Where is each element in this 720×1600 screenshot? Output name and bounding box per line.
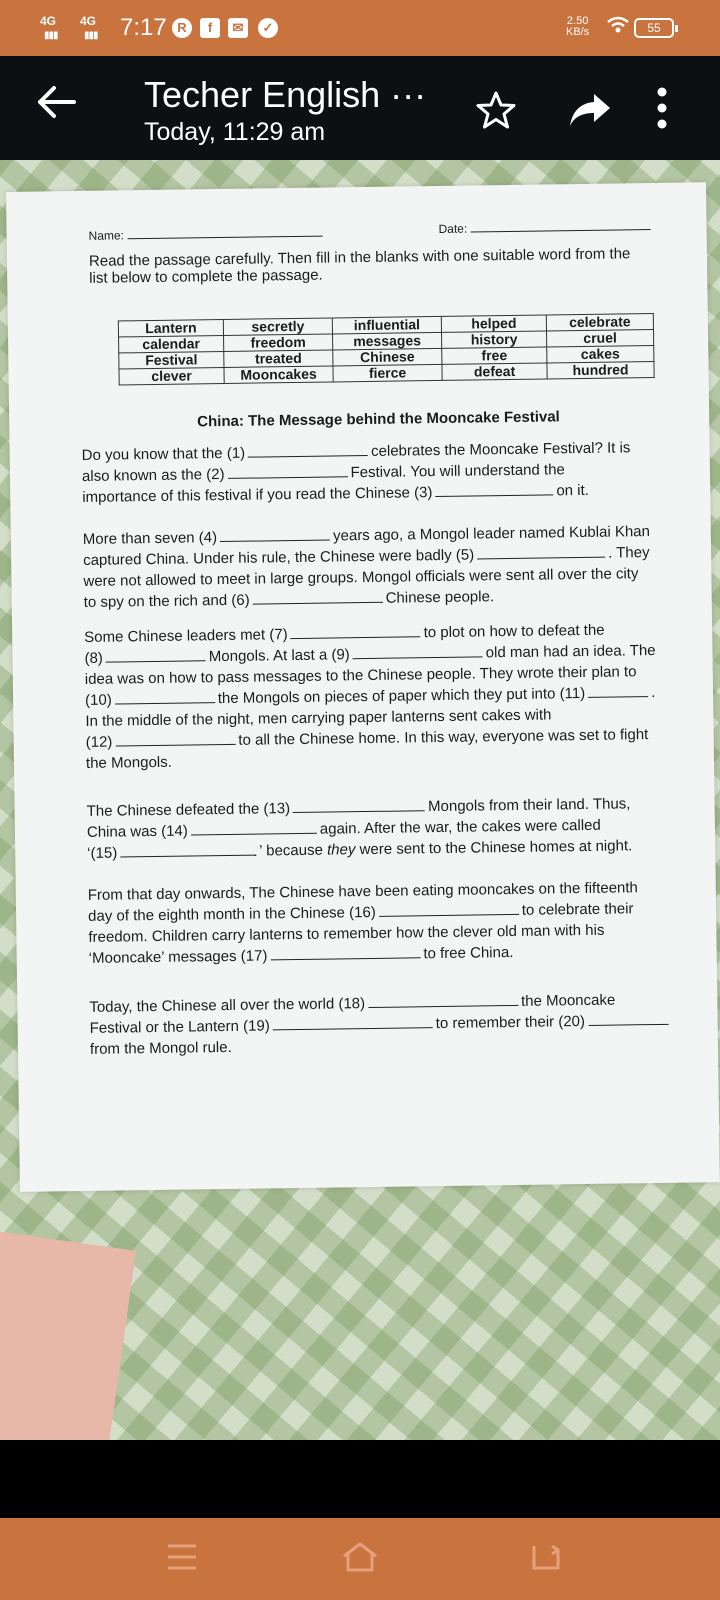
passage-line — [87, 837, 632, 862]
passage-text: China was (14) — [86, 822, 188, 841]
answer-blank — [588, 684, 648, 698]
blank — [127, 224, 322, 240]
passage-text: to celebrate their — [521, 900, 634, 919]
word-cell: hundred — [547, 361, 654, 378]
passage-text: were not allowed to meet in large groups. Mongol officials were sent all over the city — [83, 565, 639, 590]
signal-icon: ▮▮▮ — [84, 30, 98, 41]
word-cell: fierce — [333, 364, 442, 382]
worksheet-photo[interactable] — [0, 160, 720, 1440]
mail-icon: ✉ — [228, 18, 248, 38]
passage-text: Chinese people. — [385, 588, 495, 607]
date-label: Date: — [438, 221, 468, 236]
word-cell: defeat — [442, 363, 547, 380]
word-cell: treated — [224, 350, 333, 368]
signal-icon: ▮▮▮ — [44, 30, 58, 41]
word-cell: Chinese — [333, 348, 442, 366]
passage-text: to free China. — [423, 943, 514, 963]
worksheet-paper — [6, 182, 720, 1192]
answer-blank — [115, 690, 215, 704]
passage-line — [85, 663, 637, 688]
word-cell: history — [442, 331, 547, 348]
network-type-1: 4G — [40, 14, 57, 28]
word-cell: cruel — [546, 329, 653, 346]
passage-line — [90, 1012, 669, 1037]
passage-text: Mongols. At last a (9) — [208, 646, 350, 666]
passage-line — [87, 817, 601, 841]
passage-text: were sent to the Chinese homes at night. — [355, 837, 633, 859]
answer-blank — [191, 821, 317, 836]
passage-text: celebrates the Mooncake Festival? It is — [370, 439, 631, 460]
passage-line — [88, 900, 634, 925]
answer-blank — [248, 443, 368, 458]
passage-text: ‘Mooncake’ messages (17) — [88, 947, 268, 967]
word-cell: freedom — [224, 334, 333, 352]
black-band — [0, 1440, 720, 1518]
passage-line — [89, 992, 615, 1016]
answer-blank — [270, 945, 420, 960]
passage-text: years ago, a Mongol leader named Kublai Khan — [332, 523, 651, 545]
passage-line — [87, 795, 631, 820]
passage-line — [89, 944, 514, 967]
passage-text: (10) — [84, 691, 112, 709]
back-arrow-icon[interactable] — [34, 80, 78, 124]
passage-text: to all the Chinese home. In this way, everyone was set to fight — [238, 726, 649, 749]
passage-text: importance of this festival if you read the Chinese (3) — [82, 484, 433, 506]
word-cell: messages — [333, 332, 442, 350]
passage-text: from the Mongol rule. — [89, 1038, 232, 1058]
blank — [470, 217, 650, 233]
passage-text: the Mooncake — [520, 991, 616, 1010]
passage-line — [85, 684, 655, 709]
passage-line — [88, 879, 638, 904]
word-cell: clever — [119, 367, 224, 384]
share-forward-icon[interactable] — [568, 92, 612, 128]
answer-blank — [115, 732, 235, 747]
wifi-icon — [607, 16, 629, 40]
answer-blank — [353, 644, 483, 659]
passage-text: ’ because — [259, 841, 328, 860]
answer-blank — [106, 648, 206, 662]
passage-text: the Mongols on pieces of paper which they put into (11) — [217, 684, 586, 708]
passage-title: China: The Message behind the Mooncake Festival — [197, 408, 560, 431]
passage-text: also known as the (2) — [81, 465, 225, 485]
name-line — [88, 224, 322, 243]
passage-text: to plot on how to defeat the — [423, 621, 605, 642]
answer-blank — [379, 902, 519, 917]
answer-blank — [227, 464, 347, 479]
passage-text: the Mongols. — [85, 753, 172, 772]
word-cell: cakes — [547, 345, 654, 362]
word-cell: free — [442, 347, 547, 364]
answer-blank — [368, 993, 518, 1008]
passage-line — [88, 922, 604, 946]
passage-text: on it. — [556, 481, 590, 500]
passage-text: day of the eighth month in the Chinese (16) — [88, 903, 376, 925]
date-line — [438, 217, 650, 236]
passage-text: Today, the Chinese all over the world (18) — [89, 995, 366, 1016]
answer-blank — [477, 545, 605, 560]
chat-title[interactable]: Techer English ··· — [144, 74, 427, 115]
passage-text: (8) — [84, 649, 103, 667]
word-cell: influential — [332, 316, 441, 334]
passage-text: Some Chinese leaders met (7) — [84, 626, 288, 646]
passage-text: idea was on how to pass messages to the Chinese people. They wrote their plan to — [84, 663, 637, 688]
answer-blank — [435, 482, 553, 497]
star-icon[interactable] — [476, 90, 516, 130]
clock: 7:17 — [120, 14, 167, 41]
passage-line — [86, 726, 649, 751]
passage-text: they — [326, 841, 356, 859]
network-speed — [566, 16, 589, 38]
answer-blank — [589, 1012, 669, 1026]
passage-line — [84, 622, 605, 646]
more-options-icon[interactable] — [656, 86, 668, 130]
word-cell: calendar — [119, 335, 224, 352]
word-cell: Lantern — [118, 319, 223, 336]
navigation-bar — [0, 1518, 720, 1600]
passage-text: . — [651, 683, 656, 702]
word-table — [118, 313, 655, 385]
instruction: Read the passage carefully. Then fill in the blanks with one suitable word from the — [88, 245, 631, 270]
passage-text: captured China. Under his rule, the Chinese were badly (5) — [83, 546, 475, 569]
passage-line — [90, 1039, 232, 1058]
answer-blank — [293, 798, 425, 813]
passage-text: freedom. Children carry lanterns to remember how the clever old man with his — [88, 921, 605, 946]
passage-line — [82, 482, 589, 506]
passage-text: old man had an idea. The — [485, 641, 656, 662]
passage-line — [85, 706, 551, 730]
passage-line — [86, 754, 172, 772]
menu-icon[interactable] — [162, 1540, 202, 1574]
timestamp: Today, 11:29 am — [144, 118, 326, 146]
status-bar — [0, 0, 720, 56]
passage-text: again. After the war, the cakes were called — [319, 816, 601, 838]
passage-line — [84, 588, 495, 611]
passage-text: In the middle of the night, men carrying paper lanterns sent cakes with — [85, 706, 552, 730]
network-speed-value: 2.50 — [566, 15, 589, 27]
passage-line — [83, 544, 650, 569]
passage-text: From that day onwards, The Chinese have been eating mooncakes on the fifteenth — [87, 879, 638, 904]
answer-blank — [253, 590, 383, 605]
passage-line — [82, 439, 631, 464]
name-label: Name: — [88, 228, 125, 243]
home-icon[interactable] — [340, 1540, 380, 1574]
passage-text: to spy on the rich and (6) — [83, 591, 250, 611]
passage-text: ‘(15) — [87, 844, 118, 862]
passage-text: Do you know that the (1) — [81, 444, 246, 464]
passage-text: Mongols from their land. Thus, — [427, 795, 631, 816]
answer-blank — [120, 843, 256, 858]
passage-text: The Chinese defeated the (13) — [86, 800, 291, 820]
passage-text: More than seven (4) — [82, 529, 218, 548]
passage-text: to remember their (20) — [435, 1012, 586, 1033]
back-nav-icon[interactable] — [526, 1540, 566, 1574]
word-cell: secretly — [223, 318, 332, 336]
word-cell: Festival — [119, 351, 224, 368]
answer-blank — [273, 1015, 433, 1030]
passage-line — [82, 461, 565, 485]
facebook-icon: f — [200, 18, 220, 38]
network-type-2: 4G — [80, 14, 97, 28]
passage-text: . They — [608, 544, 650, 562]
word-cell: celebrate — [546, 313, 653, 330]
instruction: list below to complete the passage. — [89, 266, 323, 287]
app-bar — [0, 56, 720, 160]
passage-text: (12) — [85, 733, 113, 751]
battery-indicator: 55 — [634, 18, 674, 38]
word-cell: Mooncakes — [224, 366, 333, 384]
check-icon: ✓ — [258, 18, 278, 38]
passage-text: Festival. You will understand the — [350, 461, 565, 482]
answer-blank — [220, 528, 330, 543]
word-cell: helped — [441, 315, 546, 332]
r-app-icon: R — [172, 18, 192, 38]
pink-fabric — [0, 1231, 136, 1440]
passage-line — [83, 565, 638, 590]
answer-blank — [291, 624, 421, 639]
passage-text: Festival or the Lantern (19) — [89, 1017, 270, 1037]
network-speed-unit: KB/s — [566, 26, 590, 38]
